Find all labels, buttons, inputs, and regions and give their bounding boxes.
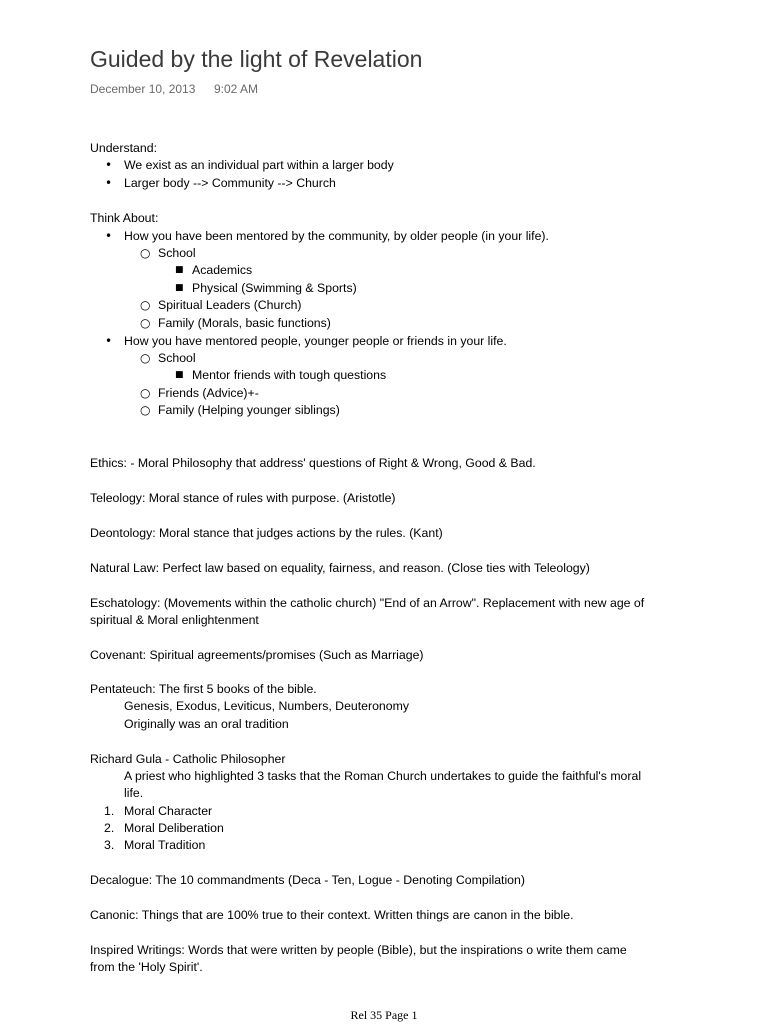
circle-bullet-icon: ○ [140, 386, 151, 400]
list-item: Moral Deliberation [124, 821, 224, 835]
list-number: 3. [104, 838, 115, 852]
decalogue-definition: Decalogue: The 10 commandments (Deca - Ten, Logue - Denoting Compilation) [90, 873, 525, 887]
page-footer: Rel 35 Page 1 [350, 1008, 418, 1022]
bullet-icon: • [105, 176, 113, 190]
square-bullet-icon: ■ [175, 370, 184, 380]
list-item: Moral Tradition [124, 838, 206, 852]
ethics-definition: Ethics: - Moral Philosophy that address' questions of Right & Wrong, Good & Bad. [90, 456, 536, 470]
bullet-icon: • [105, 158, 113, 172]
list-item: Friends (Advice)+- [158, 386, 259, 400]
list-number: 2. [104, 821, 115, 835]
natural-law-definition: Natural Law: Perfect law based on equality, fairness, and reason. (Close ties with Teleology) [90, 561, 590, 575]
pentateuch-books: Genesis, Exodus, Leviticus, Numbers, Deuteronomy [124, 699, 410, 713]
eschatology-definition: Eschatology: (Movements within the catholic church) "End of an Arrow". Replacement with new age of [90, 596, 645, 610]
circle-bullet-icon: ○ [140, 298, 151, 312]
understand-heading: Understand: [90, 141, 157, 155]
circle-bullet-icon: ○ [140, 351, 151, 365]
bullet-icon: • [105, 334, 113, 348]
pentateuch-definition: Pentateuch: The first 5 books of the bible. [90, 682, 317, 696]
inspired-writings-definition: Inspired Writings: Words that were written by people (Bible), but the inspirations o write them came [90, 943, 627, 957]
list-item: How you have been mentored by the community, by older people (in your life). [124, 229, 549, 243]
teleology-definition: Teleology: Moral stance of rules with purpose. (Aristotle) [90, 491, 396, 505]
list-item: Physical (Swimming & Sports) [192, 281, 357, 295]
canonic-definition: Canonic: Things that are 100% true to their context. Written things are canon in the bible. [90, 908, 574, 922]
square-bullet-icon: ■ [175, 265, 184, 275]
covenant-definition: Covenant: Spiritual agreements/promises (Such as Marriage) [90, 648, 424, 662]
list-item: Family (Helping younger siblings) [158, 403, 340, 417]
square-bullet-icon: ■ [175, 283, 184, 293]
list-item: Spiritual Leaders (Church) [158, 298, 302, 312]
list-item: Larger body --> Community --> Church [124, 176, 336, 190]
think-about-heading: Think About: [90, 211, 159, 225]
bullet-icon: • [105, 229, 113, 243]
list-item: How you have mentored people, younger people or friends in your life. [124, 334, 507, 348]
list-item: Moral Character [124, 804, 213, 818]
list-item: Family (Morals, basic functions) [158, 316, 331, 330]
gula-heading: Richard Gula - Catholic Philosopher [90, 752, 286, 766]
eschatology-definition-cont: spiritual & Moral enlightenment [90, 613, 259, 627]
circle-bullet-icon: ○ [140, 246, 151, 260]
note-date: December 10, 2013 [90, 82, 196, 96]
list-item: Mentor friends with tough questions [192, 368, 387, 382]
pentateuch-oral: Originally was an oral tradition [124, 717, 289, 731]
note-time: 9:02 AM [214, 82, 259, 96]
gula-description: A priest who highlighted 3 tasks that the Roman Church undertakes to guide the faithful's moral [124, 769, 642, 783]
gula-description-cont: life. [124, 786, 144, 800]
page-title: Guided by the light of Revelation [90, 46, 423, 72]
note-timestamp [90, 82, 259, 96]
list-item: We exist as an individual part within a larger body [124, 158, 394, 172]
list-item: School [158, 351, 196, 365]
circle-bullet-icon: ○ [140, 403, 151, 417]
list-number: 1. [104, 804, 115, 818]
inspired-writings-definition-cont: from the 'Holy Spirit'. [90, 960, 203, 974]
deontology-definition: Deontology: Moral stance that judges actions by the rules. (Kant) [90, 526, 443, 540]
list-item: Academics [192, 263, 253, 277]
list-item: School [158, 246, 196, 260]
circle-bullet-icon: ○ [140, 316, 151, 330]
